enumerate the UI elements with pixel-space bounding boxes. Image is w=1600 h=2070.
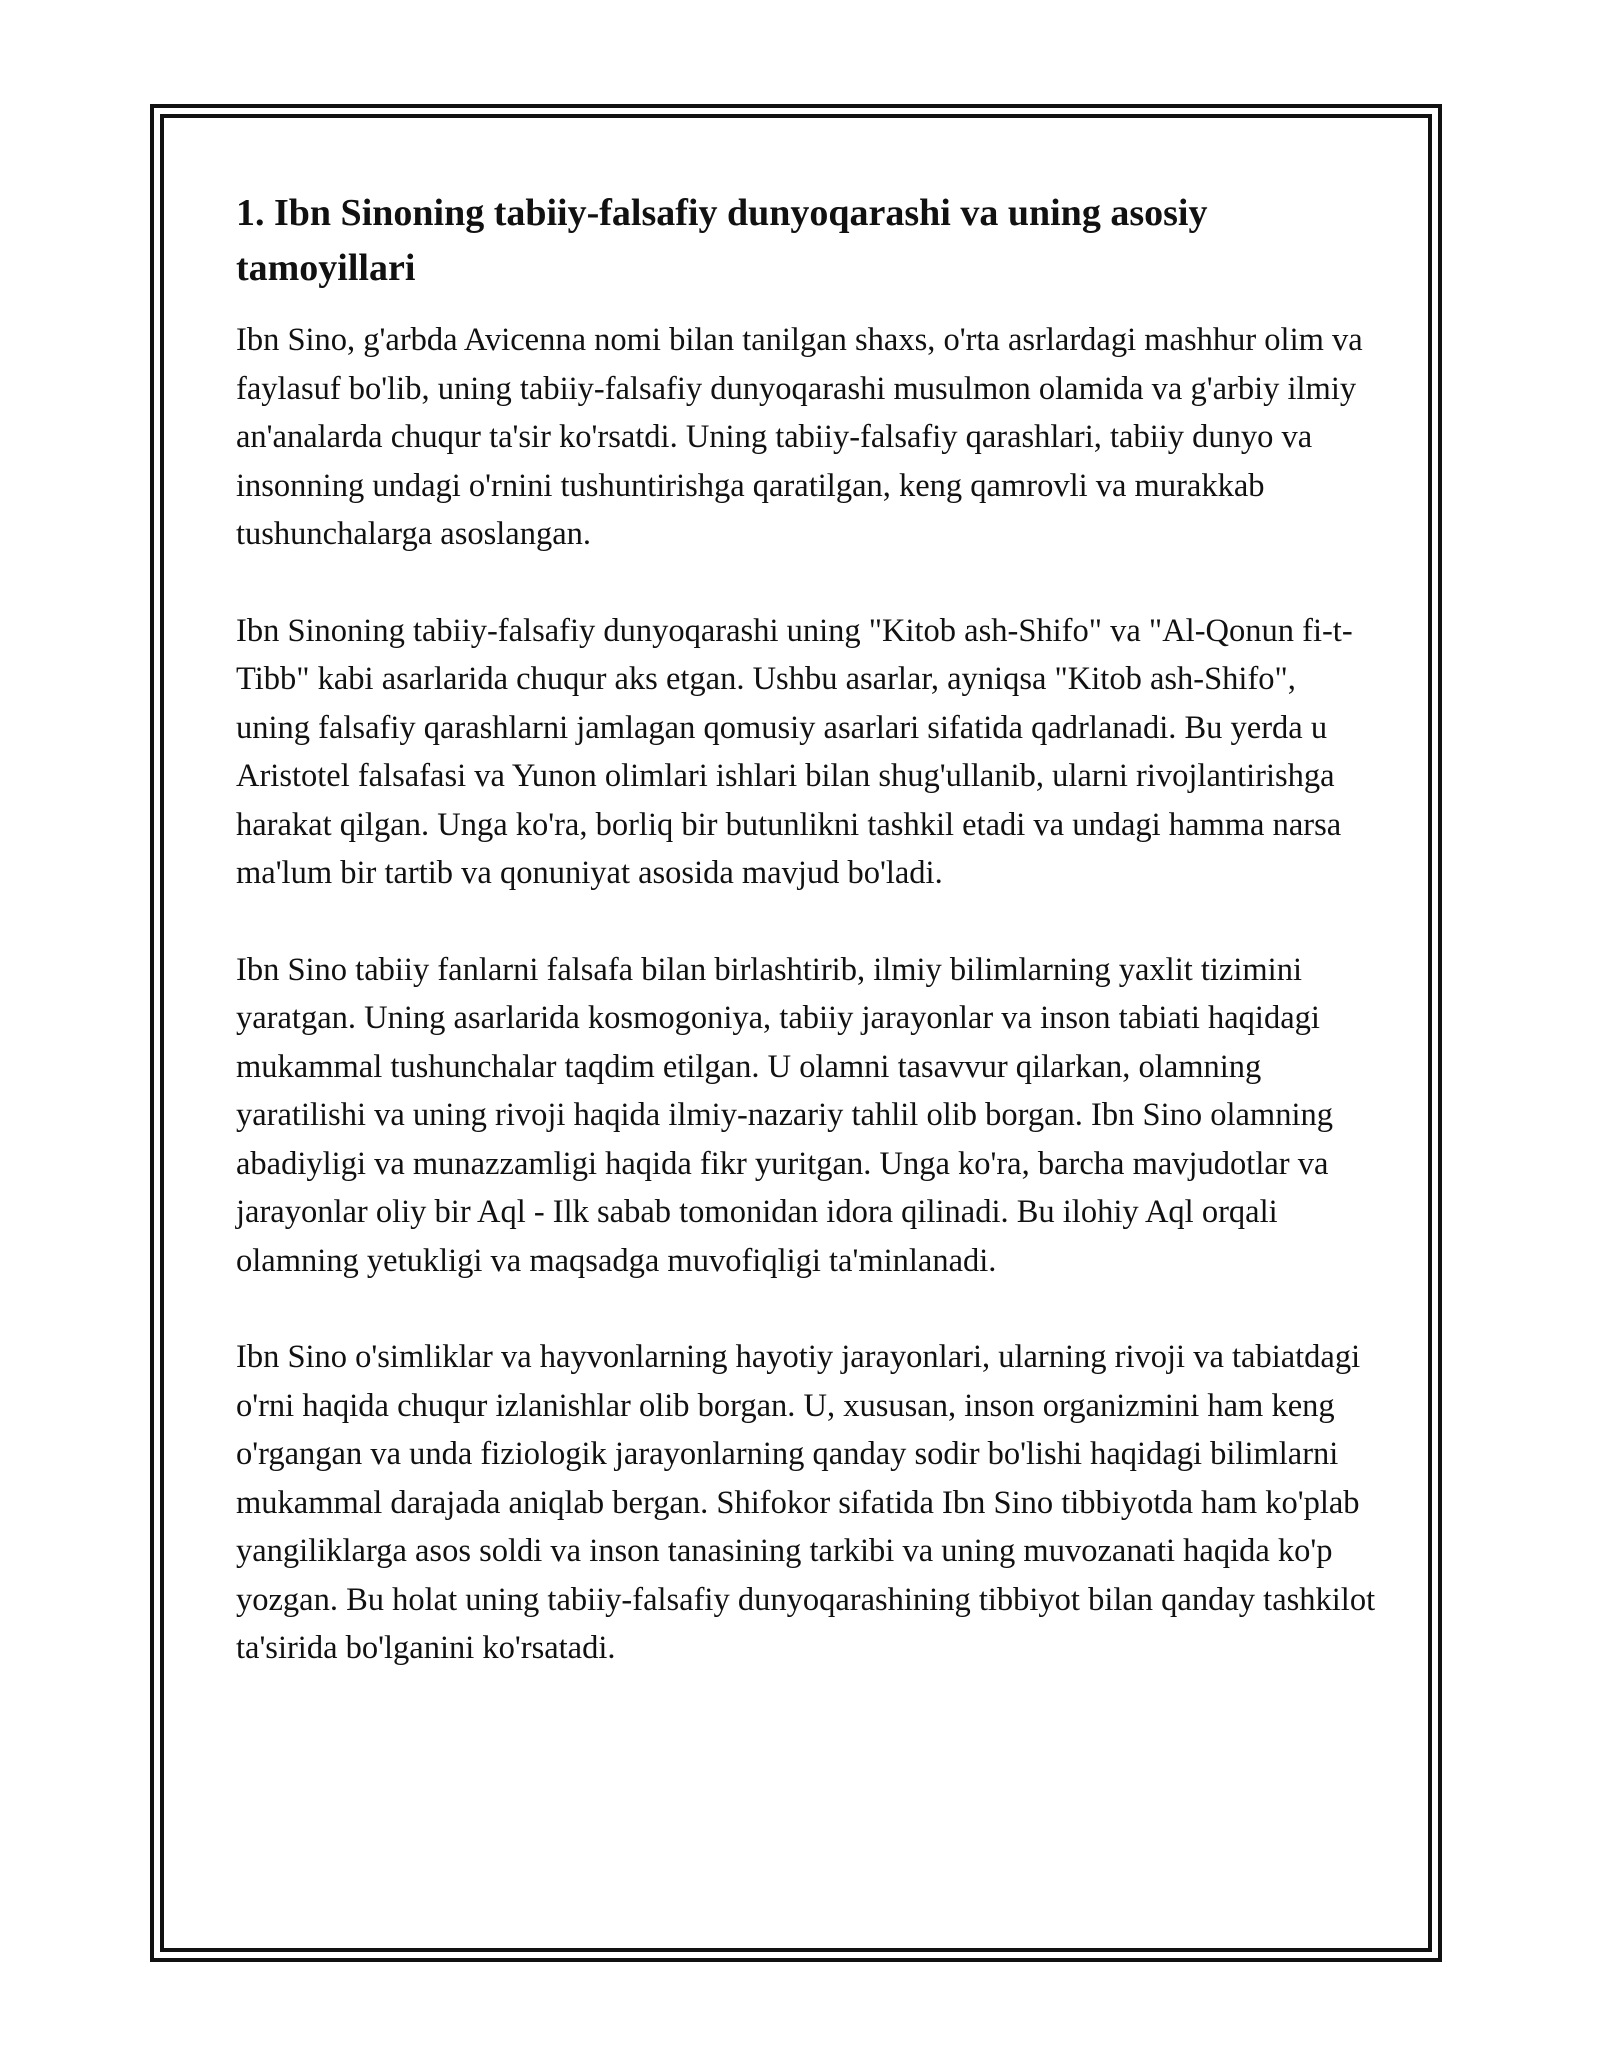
paragraph-3: Ibn Sino tabiiy fanlarni falsafa bilan birlashtirib, ilmiy bilimlarning yaxlit tizimini yaratgan. Uning asarlarida kosmogoniya, tabiiy jarayonlar va inson tabiati haqidagi mukammal tushunchalar taqdim etilgan. U olamni tasavvur qilarkan, olamning yaratilishi va uning rivoji haqida ilmiy-nazariy tahlil olib borgan. Ibn Sino olamning abadiyligi va munazzamligi haqida fikr yuritgan. Unga ko'ra, barcha mavjudotlar va jarayonlar oliy bir Aql - Ilk sabab tomonidan idora qilinadi. Bu ilohiy Aql orqali olamning yetukligi va maqsadga muvofiqligi ta'minlanadi.: [236, 951, 1333, 1279]
section-heading: 1. Ibn Sinoning tabiiy-falsafiy dunyoqarashi va uning asosiy tamoyillari: [236, 192, 1208, 289]
paragraph-4: Ibn Sino o'simliklar va hayvonlarning hayotiy jarayonlari, ularning rivoji va tabiatdagi o'rni haqida chuqur izlanishlar olib borgan. U, xususan, inson organizmini ham keng o'rgangan va unda fiziologik jarayonlarning qanday sodir bo'lishi haqidagi bilimlarni mukammal darajada aniqlab bergan. Shifokor sifatida Ibn Sino tibbiyotda ham ko'plab yangiliklarga asos soldi va inson tanasining tarkibi va uning muvozanati haqida ko'p yozgan. Bu holat uning tabiiy-falsafiy dunyoqarashining tibbiyot bilan qanday tashkilot ta'sirida bo'lganini ko'rsatadi.: [236, 1339, 1376, 1666]
document-body: [236, 186, 1376, 1721]
paragraph-2: Ibn Sinoning tabiiy-falsafiy dunyoqarashi uning "Kitob ash-Shifo" va "Al-Qonun fi-t-Tibb" kabi asarlarida chuqur aks etgan. Ushbu asarlar, ayniqsa "Kitob ash-Shifo", uning falsafiy qarashlarni jamlagan qomusiy asarlari sifatida qadrlanadi. Bu yerda u Aristotel falsafasi va Yunon olimlari ishlari bilan shug'ullanib, ularni rivojlantirishga harakat qilgan. Unga ko'ra, borliq bir butunlikni tashkil etadi va undagi hamma narsa ma'lum bir tartib va qonuniyat asosida mavjud bo'ladi.: [236, 612, 1353, 891]
paragraph-1: Ibn Sino, g'arbda Avicenna nomi bilan tanilgan shaxs, o'rta asrlardagi mashhur olim va faylasuf bo'lib, uning tabiiy-falsafiy dunyoqarashi musulmon olamida va g'arbiy ilmiy an'analarda chuqur ta'sir ko'rsatdi. Uning tabiiy-falsafiy qarashlari, tabiiy dunyo va insonning undagi o'rnini tushuntirishga qaratilgan, keng qamrovli va murakkab tushunchalarga asoslangan.: [236, 322, 1363, 552]
